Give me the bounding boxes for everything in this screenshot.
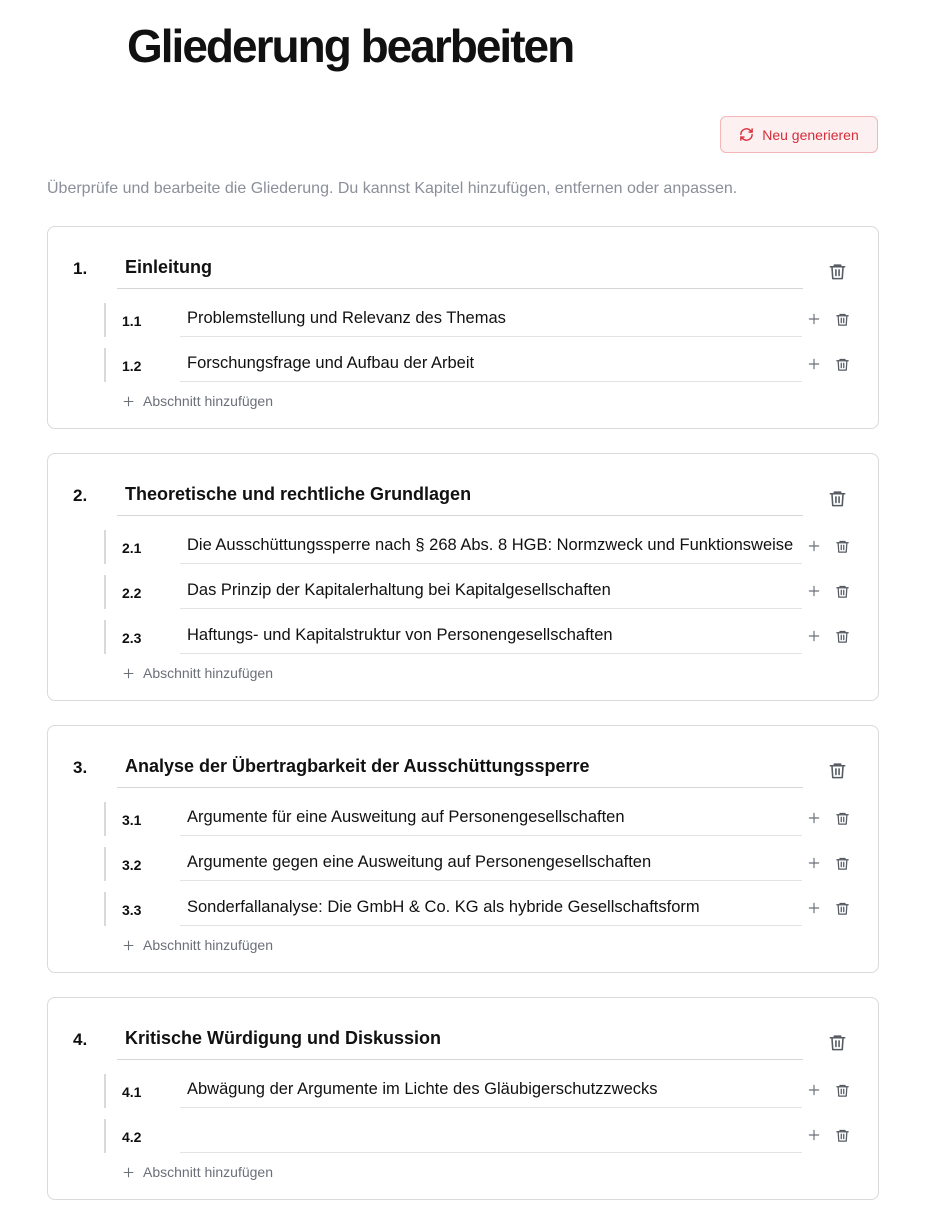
add-subsection-button[interactable] (805, 1081, 823, 1099)
section-indent-bar (104, 1119, 106, 1153)
section-row (48, 892, 878, 937)
chapter-number: 2. (73, 486, 88, 505)
add-section-button[interactable] (122, 391, 273, 411)
trash-icon (828, 262, 847, 281)
add-subsection-button[interactable] (805, 310, 823, 328)
section-indent-bar (104, 1074, 106, 1108)
plus-icon (807, 901, 821, 915)
add-subsection-button[interactable] (805, 899, 823, 917)
add-section-label: Abschnitt hinzufügen (143, 665, 273, 681)
section-number: 2.3 (122, 630, 142, 646)
section-indent-bar (104, 802, 106, 836)
plus-icon (807, 357, 821, 371)
section-title-input[interactable] (180, 530, 802, 564)
chapter-card (47, 453, 879, 701)
delete-section-button[interactable] (833, 537, 851, 555)
section-row (48, 802, 878, 847)
chapter-number: 4. (73, 1030, 88, 1049)
trash-icon (828, 761, 847, 780)
section-indent-bar (104, 575, 106, 609)
section-row (48, 530, 878, 575)
plus-icon (807, 1128, 821, 1142)
section-row (48, 847, 878, 892)
chapter-header (48, 227, 878, 303)
section-number: 1.1 (122, 313, 142, 329)
section-indent-bar (104, 303, 106, 337)
delete-section-button[interactable] (833, 1081, 851, 1099)
plus-icon (807, 629, 821, 643)
trash-icon (828, 489, 847, 508)
section-indent-bar (104, 530, 106, 564)
plus-icon (122, 939, 135, 952)
trash-icon (835, 856, 850, 871)
section-number: 2.2 (122, 585, 142, 601)
add-section-label: Abschnitt hinzufügen (143, 937, 273, 953)
add-section-button[interactable] (122, 1162, 273, 1182)
chapter-header (48, 998, 878, 1074)
plus-icon (807, 584, 821, 598)
section-title-input[interactable] (180, 1119, 802, 1153)
section-row (48, 1119, 878, 1164)
section-number: 3.1 (122, 812, 142, 828)
section-number: 3.2 (122, 857, 142, 873)
section-indent-bar (104, 847, 106, 881)
add-subsection-button[interactable] (805, 582, 823, 600)
add-section-label: Abschnitt hinzufügen (143, 1164, 273, 1180)
section-row (48, 620, 878, 665)
add-section-button[interactable] (122, 663, 273, 683)
section-row (48, 303, 878, 348)
delete-section-button[interactable] (833, 809, 851, 827)
section-row (48, 348, 878, 393)
plus-icon (807, 312, 821, 326)
section-number: 4.2 (122, 1129, 142, 1145)
section-number: 1.2 (122, 358, 142, 374)
regenerate-button[interactable] (720, 116, 878, 153)
section-title-input[interactable] (180, 303, 802, 337)
section-list (48, 802, 878, 937)
add-subsection-button[interactable] (805, 627, 823, 645)
section-title-input[interactable] (180, 1074, 802, 1108)
chapter-title-input[interactable] (117, 745, 803, 788)
plus-icon (122, 667, 135, 680)
plus-icon (807, 1083, 821, 1097)
trash-icon (835, 584, 850, 599)
delete-section-button[interactable] (833, 627, 851, 645)
section-indent-bar (104, 892, 106, 926)
plus-icon (807, 539, 821, 553)
section-row (48, 1074, 878, 1119)
trash-icon (835, 312, 850, 327)
section-title-input[interactable] (180, 575, 802, 609)
delete-chapter-button[interactable] (826, 1031, 848, 1053)
section-title-input[interactable] (180, 348, 802, 382)
refresh-icon (739, 127, 754, 142)
trash-icon (835, 1128, 850, 1143)
chapter-title-input[interactable] (117, 473, 803, 516)
chapter-card (47, 997, 879, 1200)
trash-icon (835, 811, 850, 826)
delete-section-button[interactable] (833, 310, 851, 328)
section-indent-bar (104, 348, 106, 382)
add-section-button[interactable] (122, 935, 273, 955)
section-number: 4.1 (122, 1084, 142, 1100)
delete-section-button[interactable] (833, 355, 851, 373)
delete-chapter-button[interactable] (826, 260, 848, 282)
delete-section-button[interactable] (833, 1126, 851, 1144)
plus-icon (807, 811, 821, 825)
chapter-card (47, 725, 879, 973)
chapter-title-input[interactable] (117, 246, 803, 289)
section-number: 2.1 (122, 540, 142, 556)
chapter-number: 1. (73, 259, 88, 278)
trash-icon (835, 1083, 850, 1098)
add-subsection-button[interactable] (805, 537, 823, 555)
regenerate-label: Neu generieren (762, 126, 859, 143)
delete-section-button[interactable] (833, 899, 851, 917)
plus-icon (122, 395, 135, 408)
trash-icon (835, 629, 850, 644)
section-list (48, 1074, 878, 1164)
section-title-input[interactable] (180, 620, 802, 654)
delete-chapter-button[interactable] (826, 759, 848, 781)
section-indent-bar (104, 620, 106, 654)
add-subsection-button[interactable] (805, 854, 823, 872)
add-section-label: Abschnitt hinzufügen (143, 393, 273, 409)
chapter-list (47, 226, 879, 1224)
section-number: 3.3 (122, 902, 142, 918)
delete-section-button[interactable] (833, 854, 851, 872)
chapter-card (47, 226, 879, 429)
section-list (48, 530, 878, 665)
trash-icon (835, 357, 850, 372)
plus-icon (122, 1166, 135, 1179)
trash-icon (828, 1033, 847, 1052)
section-list (48, 303, 878, 393)
trash-icon (835, 901, 850, 916)
chapter-header (48, 454, 878, 530)
add-subsection-button[interactable] (805, 355, 823, 373)
add-subsection-button[interactable] (805, 809, 823, 827)
delete-section-button[interactable] (833, 582, 851, 600)
add-subsection-button[interactable] (805, 1126, 823, 1144)
section-title-input[interactable] (180, 892, 802, 926)
section-title-input[interactable] (180, 802, 802, 836)
plus-icon (807, 856, 821, 870)
page-title: Gliederung bearbeiten (127, 20, 574, 72)
chapter-title-input[interactable] (117, 1017, 803, 1060)
intro-text: Überprüfe und bearbeite die Gliederung. Du kannst Kapitel hinzufügen, entfernen oder anpassen. (47, 180, 738, 197)
section-title-input[interactable] (180, 847, 802, 881)
trash-icon (835, 539, 850, 554)
chapter-number: 3. (73, 758, 88, 777)
delete-chapter-button[interactable] (826, 487, 848, 509)
chapter-header (48, 726, 878, 802)
section-row (48, 575, 878, 620)
